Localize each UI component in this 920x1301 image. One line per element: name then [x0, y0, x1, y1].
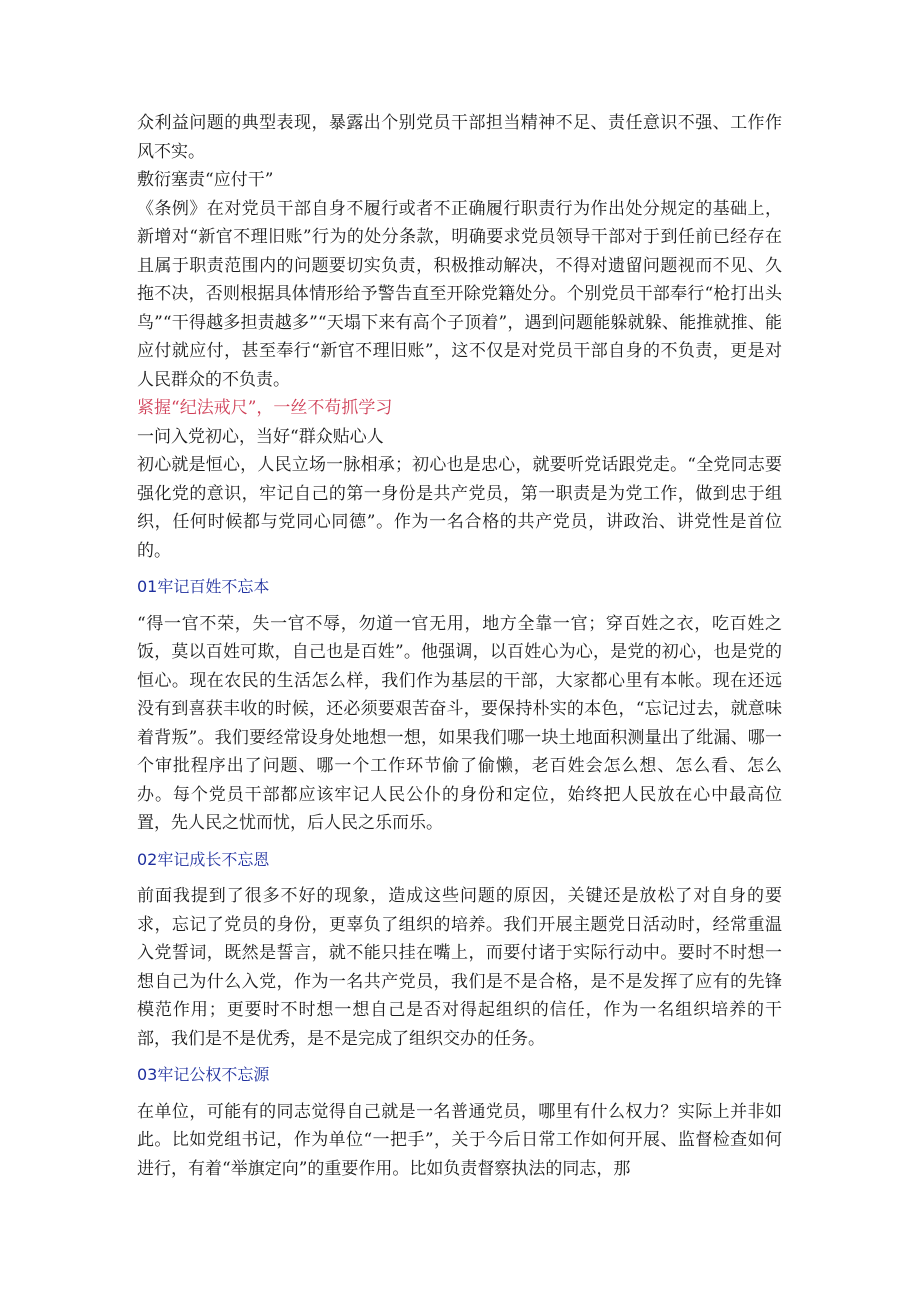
section-heading-red: 紧握“纪法戒尺”，一丝不苟抓学习 — [137, 398, 393, 418]
document-page — [137, 109, 782, 1183]
heading-02: 02牢记成长不忘恩 — [137, 849, 270, 869]
heading-03: 03牢记公权不忘源 — [137, 1065, 270, 1084]
paragraph-03: 在单位，可能有的同志觉得自己就是一名普通党员，哪里有什么权力？实际上并非如此。比如党组书记，作为单位“一把手”，关于今后日常工作如何开展、监督检查如何进行，有着“举旗定向”的重要作用。比如负责督察执法的同志，那 — [137, 1101, 782, 1179]
paragraph-01: “得一官不荣，失一官不辱，勿道一官无用，地方全靠一官；穿百姓之衣，吃百姓之饭，莫以百姓可欺，自己也是百姓”。他强调，以百姓心为心，是党的初心，也是党的恒心。现在农民的生活怎么样，我们作为基层的干部，大家都心里有本帐。现在还远没有到喜获丰收的时候，还必须要艰苦奋斗，要保持朴实的本色，“忘记过去，就意味着背叛”。我们要经常设身处地想一想，如果我们哪一块土地面积测量出了纰漏、哪一个审批程序出了问题、哪一个工作环节偷了偷懒，老百姓会怎么想、怎么看、怎么办。每个党员干部都应该牢记人民公仆的身份和定位，始终把人民放在心中最高位置，先人民之忧而忧，后人民之乐而乐。 — [137, 613, 782, 833]
heading-fuyan: 敷衍塞责“应付干” — [137, 170, 274, 190]
paragraph-02: 前面我提到了很多不好的现象，造成这些问题的原因，关键还是放松了对自身的要求，忘记了党员的身份，更辜负了组织的培养。我们开展主题党日活动时，经常重温入党誓词，既然是誓言，就不能只挂在嘴上，而要付诸于实际行动中。要时不时想一想自己为什么入党，作为一名共产党员，我们是不是合格，是不是发挥了应有的先锋模范作用；更要时不时想一想自己是否对得起组织的信任，作为一名组织培养的干部，我们是不是优秀，是不是完成了组织交办的任务。 — [137, 886, 782, 1049]
paragraph-chuxin: 初心就是恒心，人民立场一脉相承；初心也是忠心，就要听党话跟党走。“全党同志要强化党的意识，牢记自己的第一身份是共产党员，第一职责是为党工作，做到忠于组织，任何时候都与党同心同德”。作为一名合格的共产党员，讲政治、讲党性是首位的。 — [137, 455, 782, 561]
paragraph-intro: 众利益问题的典型表现，暴露出个别党员干部担当精神不足、责任意识不强、工作作风不实。 — [137, 113, 782, 162]
heading-01: 01牢记百姓不忘本 — [137, 577, 270, 596]
paragraph-tiaoli: 《条例》在对党员干部自身不履行或者不正确履行职责行为作出处分规定的基础上，新增对“新官不理旧账”行为的处分条款，明确要求党员领导干部对于到任前已经存在且属于职责范围内的问题要切实负责，积极推动解决，不得对遗留问题视而不见、久拖不决，否则根据具体情形给予警告直至开除党籍处分。个别党员干部奉行“枪打出头鸟”“干得越多担责越多”“天塌下来有高个子顶着”，遇到问题能躲就躲、能推就推、能应付就应付，甚至奉行“新官不理旧账”，这不仅是对党员干部自身的不负责，更是对人民群众的不负责。 — [137, 198, 782, 390]
heading-yiwen: 一问入党初心，当好“群众贴心人 — [137, 426, 384, 447]
